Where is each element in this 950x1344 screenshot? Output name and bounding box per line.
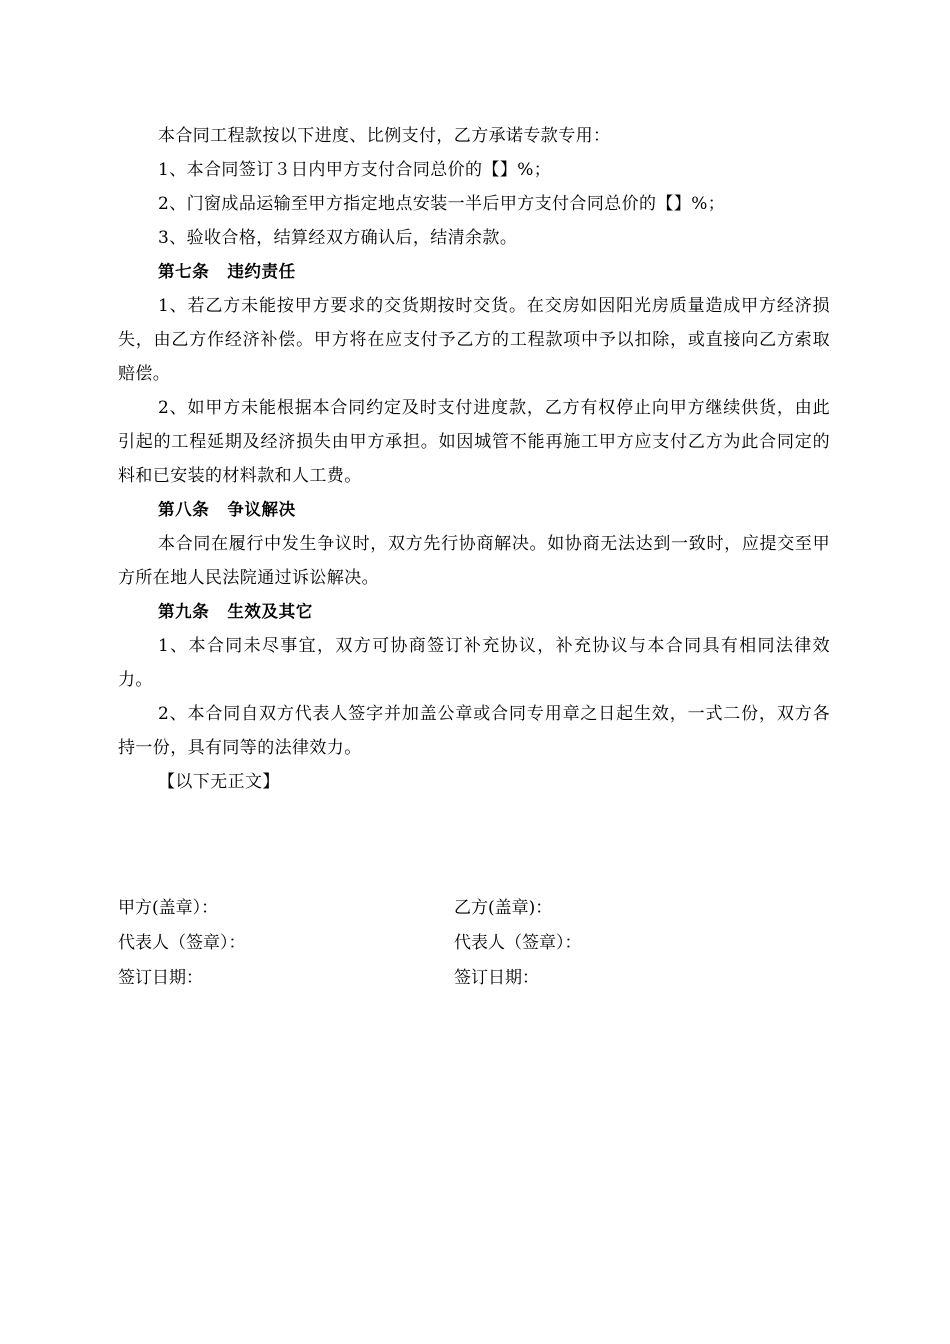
article-9-title: 生效及其它 xyxy=(227,602,313,621)
article-7-number: 第七条 xyxy=(158,262,210,281)
signature-seal-row xyxy=(118,891,830,926)
end-of-text-note: 【以下无正文】 xyxy=(158,772,280,792)
party-b-date-label: 签订日期： xyxy=(454,968,539,988)
payment-clause-1: 1、本合同签订３日内甲方支付合同总价的【】%； xyxy=(158,160,552,180)
party-a-date-label: 签订日期： xyxy=(118,968,203,988)
signature-block xyxy=(118,891,830,996)
dispute-clause: 本合同在履行中发生争议时，双方先行协商解决。如协商无法达到一致时，应提交至甲方所在地人民法院通过诉讼解决。 xyxy=(118,534,830,588)
article-8-title: 争议解决 xyxy=(227,500,296,519)
contract-body xyxy=(118,119,830,799)
breach-clause-1: 1、若乙方未能按甲方要求的交货期按时交货。在交房如因阳光房质量造成甲方经济损失，由乙方作经济补偿。甲方将在应支付予乙方的工程款项中予以扣除，或直接向乙方索取赔偿。 xyxy=(118,296,830,384)
party-a-seal-label: 甲方(盖章）： xyxy=(118,898,219,918)
article-8-heading xyxy=(118,493,830,527)
breach-clause-2: 2、如甲方未能根据本合同约定及时支付进度款，乙方有权停止向甲方继续供货，由此引起的工程延期及经济损失由甲方承担。如因城管不能再施工甲方应支付乙方为此合同定的料和已安装的材料款和人工费。 xyxy=(118,398,830,486)
article-9-number: 第九条 xyxy=(158,602,210,621)
signature-representative-row xyxy=(118,926,830,961)
payment-clause-3: 3、验收合格，结算经双方确认后，结清余款。 xyxy=(158,228,518,248)
article-7-heading xyxy=(118,255,830,289)
signature-date-row xyxy=(118,961,830,996)
effect-clause-2: 2、本合同自双方代表人签字并加盖公章或合同专用章之日起生效，一式二份，双方各持一份，具有同等的法律效力。 xyxy=(118,704,830,758)
article-7-title: 违约责任 xyxy=(227,262,296,281)
party-a-representative-label: 代表人（签章）： xyxy=(118,933,246,953)
party-b-seal-label: 乙方(盖章)： xyxy=(454,898,553,918)
article-8-number: 第八条 xyxy=(158,500,210,519)
payment-intro-paragraph: 本合同工程款按以下进度、比例支付，乙方承诺专款专用： xyxy=(158,126,611,146)
payment-clause-2: 2、门窗成品运输至甲方指定地点安装一半后甲方支付合同总价的【】%； xyxy=(158,194,726,214)
party-b-representative-label: 代表人（签章）： xyxy=(454,933,582,953)
effect-clause-1: 1、本合同未尽事宜，双方可协商签订补充协议，补充协议与本合同具有相同法律效力。 xyxy=(118,636,830,690)
article-9-heading xyxy=(118,595,830,629)
